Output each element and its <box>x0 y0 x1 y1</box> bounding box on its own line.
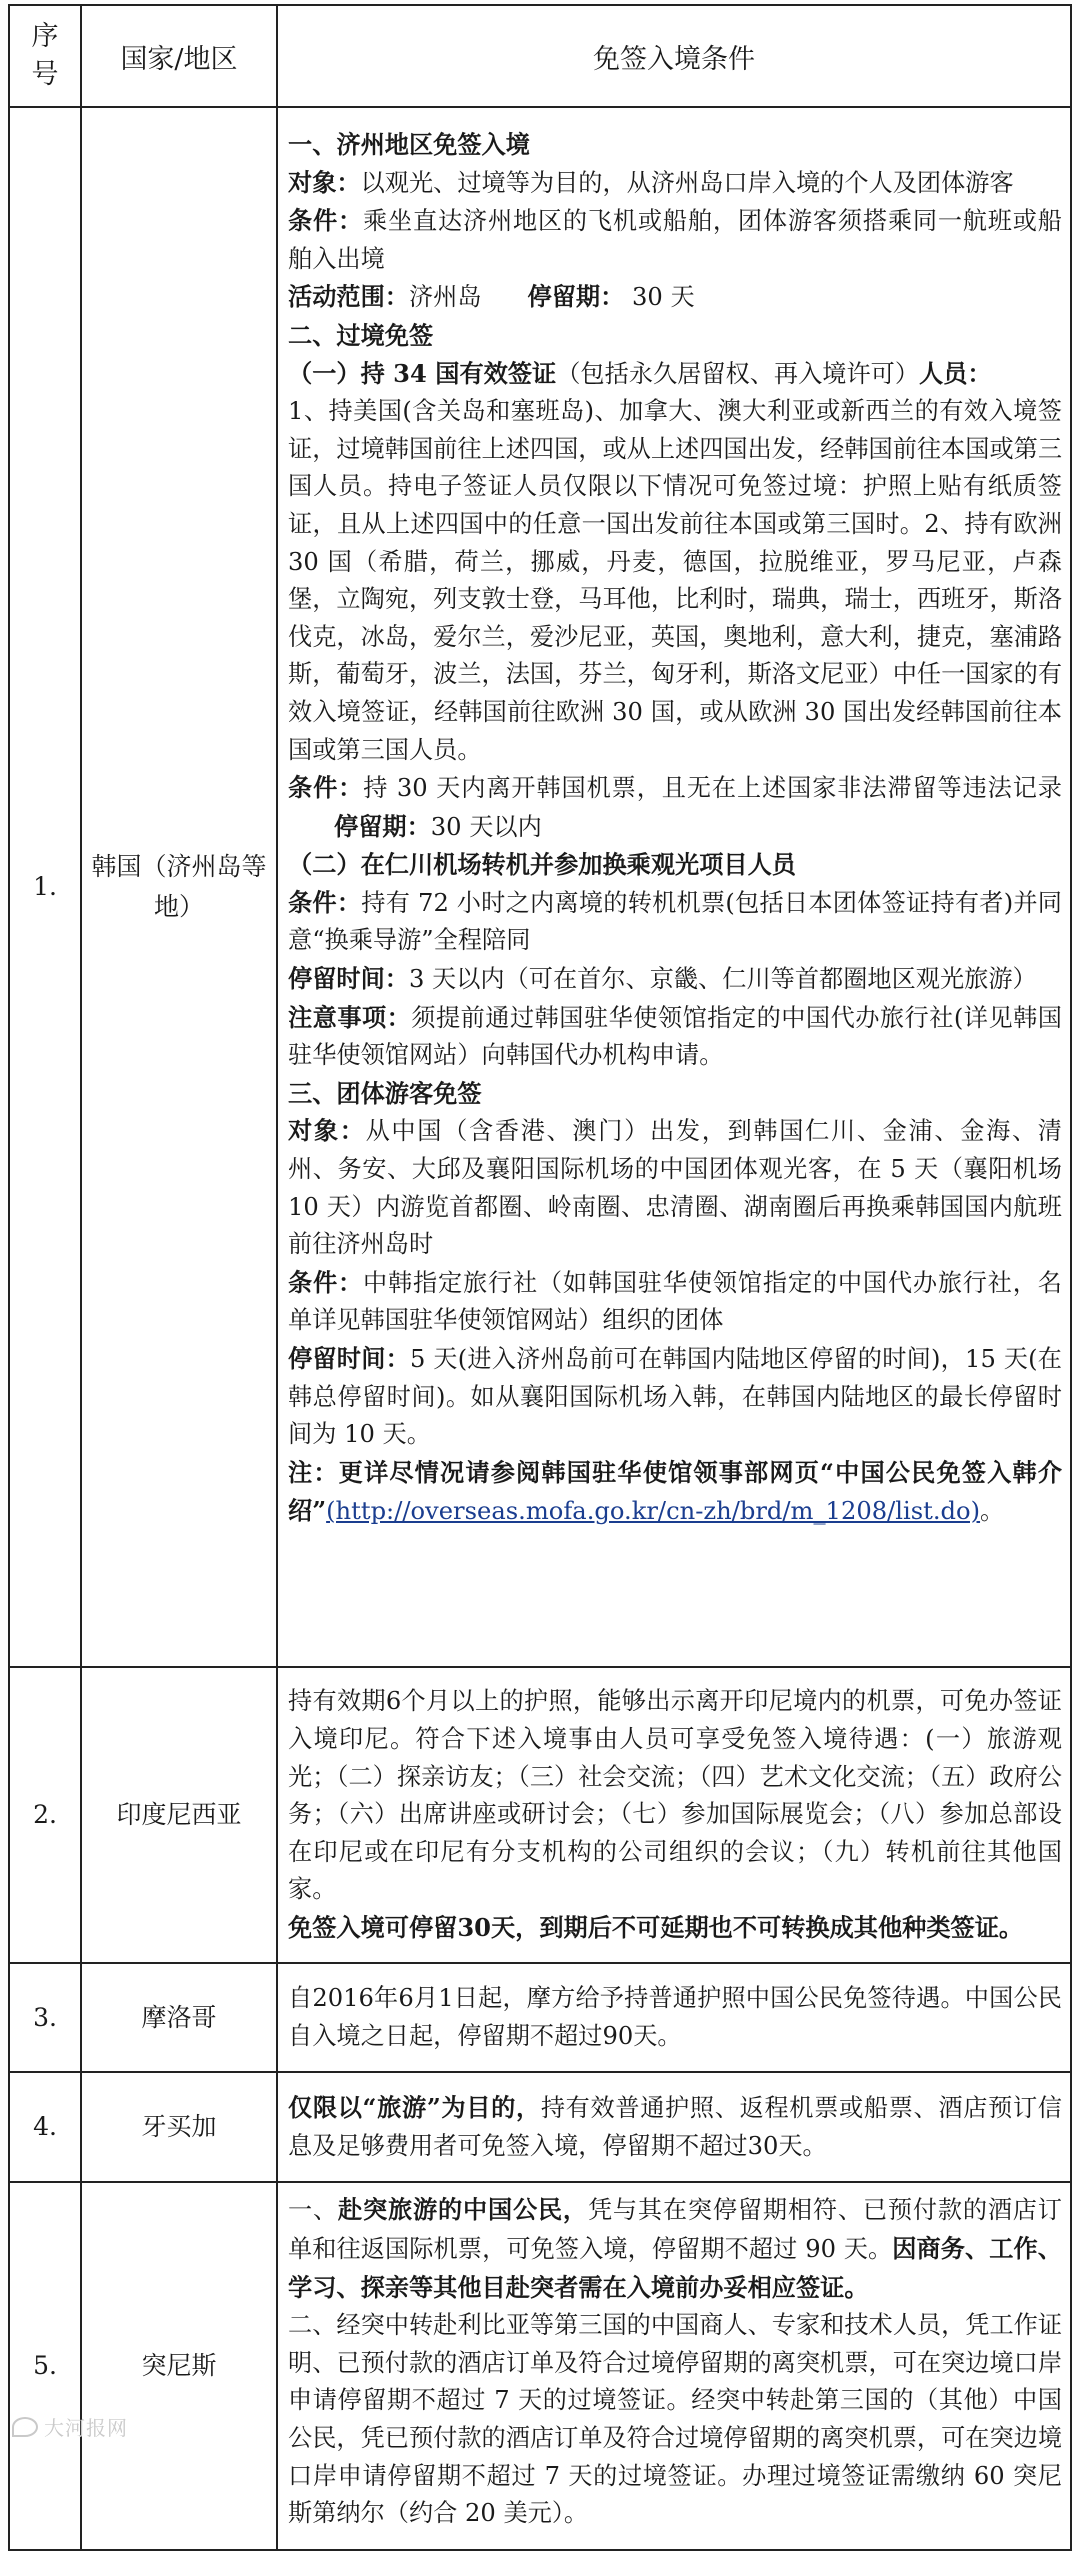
header-row <box>9 5 1071 107</box>
condition-paragraph: 一、赴突旅游的中国公民，凭与其在突停留期相符、已预付款的酒店订单和往返国际机票，可免签入境，停留期不超过 90 天。因商务、工作、学习、探亲等其他目赴突者需在入境前办妥相应签证。 <box>288 2195 1062 2302</box>
row-conditions <box>277 1667 1071 1963</box>
row-country: 突尼斯 <box>81 2182 277 2549</box>
section-title: 三、团体游客免签 <box>288 1078 482 1108</box>
row-num: 2. <box>9 1667 81 1963</box>
condition-paragraph: 仅限以“旅游”为目的，持有效普通护照、返程机票或船票、酒店预订信息及足够费用者可免签入境，停留期不超过30天。 <box>288 2093 1062 2160</box>
condition-paragraph: 二、经突中转赴利比亚等第三国的中国商人、专家和技术人员，凭工作证明、已预付款的酒店订单及符合过境停留期的离突机票，可在突边境口岸申请停留期不超过 7 天的过境签证。经突中转赴第三国的（其他）中国公民，凭已预付款的酒店订单及符合过境停留期的离突机票，可在突边境口岸申请停留期不超过 7 天的过境签证。办理过境签证需缴纳 60 突尼斯第纳尔（约合 20 美元）。 <box>288 2311 1063 2528</box>
condition-line: 条件：持有 72 小时之内离境的转机机票(包括日本团体签证持有者)并同意“换乘导游”全程陪同 <box>288 887 1062 955</box>
row-conditions <box>277 1963 1071 2072</box>
table-row <box>9 1963 1071 2072</box>
section-title: 一、济州地区免签入境 <box>288 130 530 159</box>
table-row <box>9 2182 1071 2549</box>
row-country: 印度尼西亚 <box>81 1667 277 1963</box>
table-row <box>9 1667 1071 1963</box>
note-line: 注：更详尽情况请参阅韩国驻华使馆领事部网页“中国公民免签入韩介绍”(http://overseas.mofa.go.kr/cn-zh/brd/m_1208/list.do)。 <box>288 1457 1062 1526</box>
table-row <box>9 107 1071 1667</box>
row-conditions <box>277 107 1071 1667</box>
row-num: 3. <box>9 1963 81 2072</box>
row-num: 1. <box>9 107 81 1667</box>
condition-line: 停留时间：5 天(进入济州岛前可在韩国内陆地区停留的时间)，15 天(在韩总停留时间)。如从襄阳国际机场入韩，在韩国内陆地区的最长停留时间为 10 天。 <box>288 1344 1062 1449</box>
condition-bold: 免签入境可停留30天，到期后不可延期也不可转换成其他种类签证。 <box>288 1912 1024 1942</box>
embassy-link[interactable]: (http://overseas.mofa.go.kr/cn-zh/brd/m_1208/list.do) <box>326 1497 981 1526</box>
visa-free-table <box>8 4 1072 2551</box>
row-conditions <box>277 2072 1071 2182</box>
row-country: 牙买加 <box>81 2072 277 2182</box>
condition-line: 对象：从中国（含香港、澳门）出发，到韩国仁川、金浦、金海、清州、务安、大邱及襄阳国际机场的中国团体观光客，在 5 天（襄阳机场 10 天）内游览首都圈、岭南圈、忠清圈、湖南圈后再换乘韩国国内航班前往济州岛时 <box>288 1116 1062 1259</box>
subsection-title: （一）持 34 国有效签证（包括永久居留权、再入境许可）人员： <box>288 358 992 388</box>
condition-paragraph: 持有效期6个月以上的护照，能够出示离开印尼境内的机票，可免办签证入境印尼。符合下述入境事由人员可享受免签入境待遇：(一）旅游观光；（二）探亲访友；（三）社会交流；（四）艺术文化交流；（五）政府公务；（六）出席讲座或研讨会；（七）参加国际展览会；（八）参加总部设在印尼或在印尼有分支机构的公司组织的会议；（九）转机前往其他国家。 <box>288 1687 1062 1904</box>
condition-line: 对象：以观光、过境等为目的，从济州岛口岸入境的个人及团体游客 <box>288 167 1014 197</box>
condition-line: 停留时间：3 天以内（可在首尔、京畿、仁川等首都圈地区观光旅游） <box>288 964 1037 994</box>
row-country: 摩洛哥 <box>81 1963 277 2072</box>
row-conditions <box>277 2182 1071 2549</box>
condition-line: 活动范围：济州岛 停留期： 30 天 <box>288 282 695 312</box>
table-row <box>9 2072 1071 2182</box>
row-num: 5. <box>9 2182 81 2549</box>
header-conditions: 免签入境条件 <box>277 5 1071 107</box>
condition-line: 条件：持 30 天内离开韩国机票，且无在上述国家非法滞留等违法记录停留期：30 天以内 <box>288 773 1062 841</box>
condition-paragraph: 自2016年6月1日起，摩方给予持普通护照中国公民免签待遇。中国公民自入境之日起，停留期不超过90天。 <box>288 1984 1062 2050</box>
section-title: 二、过境免签 <box>288 320 434 350</box>
condition-line: 注意事项：须提前通过韩国驻华使领馆指定的中国代办旅行社(详见韩国驻华使领馆网站）向韩国代办机构申请。 <box>288 1002 1062 1070</box>
header-country: 国家/地区 <box>81 5 277 107</box>
watermark-icon <box>12 2417 38 2437</box>
condition-line: 条件：中韩指定旅行社（如韩国驻华使领馆指定的中国代办旅行社，名单详见韩国驻华使领馆网站）组织的团体 <box>288 1267 1062 1335</box>
condition-line: 条件：乘坐直达济州地区的飞机或船舶，团体游客须搭乘同一航班或船舶入出境 <box>288 206 1062 273</box>
row-num: 4. <box>9 2072 81 2182</box>
condition-paragraph: 1、持美国(含关岛和塞班岛)、加拿大、澳大利亚或新西兰的有效入境签证，过境韩国前往上述四国，或从上述四国出发，经韩国前往本国或第三国人员。持电子签证人员仅限以下情况可免签过境：护照上贴有纸质签证，且从上述四国中的任意一国出发前往本国或第三国时。2、持有欧洲 30 国（希腊，荷兰，挪威，丹麦，德国，拉脱维亚，罗马尼亚，卢森堡，立陶宛，列支敦士登，马耳他，比利时，瑞典，瑞士，西班牙，斯洛伐克，冰岛，爱尔兰，爱沙尼亚，英国，奥地利，意大利，捷克，塞浦路斯，葡萄牙，波兰，法国，芬兰，匈牙利，斯洛文尼亚）中任一国家的有效入境签证，经韩国前往欧洲 30 国，或从欧洲 30 国出发经韩国前往本国或第三国人员。 <box>288 397 1063 764</box>
subsection-title: （二）在仁川机场转机并参加换乘观光项目人员 <box>288 850 796 880</box>
watermark: 大河报网 <box>12 2412 128 2441</box>
row-country: 韩国（济州岛等地） <box>81 107 277 1667</box>
header-num: 序 号 <box>9 5 81 107</box>
